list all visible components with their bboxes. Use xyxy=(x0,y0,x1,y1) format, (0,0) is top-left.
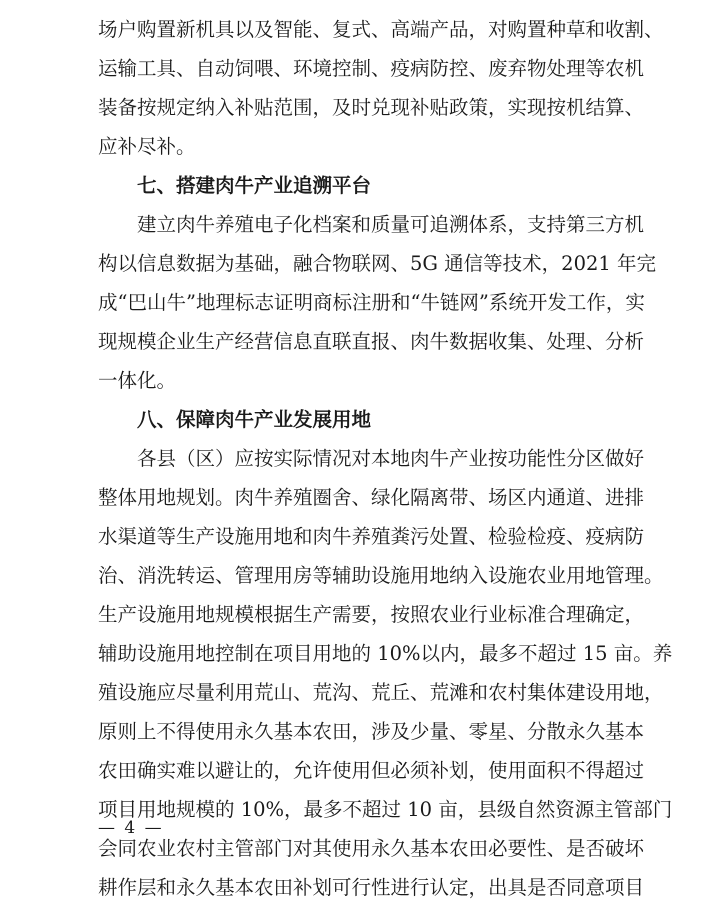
paragraph-line: 辅助设施用地控制在项目用地的 10%以内，最多不超过 15 亩。养 xyxy=(98,642,673,665)
paragraph-line: 建立肉牛养殖电子化档案和质量可追溯体系，支持第三方机 xyxy=(137,213,645,236)
paragraph-line: 应补尽补。 xyxy=(98,135,196,158)
paragraph-line: 水渠道等生产设施用地和肉牛养殖粪污处置、检验检疫、疫病防 xyxy=(98,525,645,548)
paragraph-line: 现规模企业生产经营信息直联直报、肉牛数据收集、处理、分析 xyxy=(98,330,645,353)
paragraph-line: 耕作层和永久基本农田补划可行性进行认定，出具是否同意项目 xyxy=(98,876,645,899)
paragraph-line: 运输工具、自动饲喂、环境控制、疫病防控、废弃物处理等农机 xyxy=(98,57,645,80)
paragraph-line: 治、消洗转运、管理用房等辅助设施用地纳入设施农业用地管理。 xyxy=(98,564,664,587)
paragraph-line: 会同农业农村主管部门对其使用永久基本农田必要性、是否破坏 xyxy=(98,837,645,860)
paragraph-line: 整体用地规划。肉牛养殖圈舍、绿化隔离带、场区内通道、进排 xyxy=(98,486,645,509)
paragraph-line: 成“巴山牛”地理标志证明商标注册和“牛链网”系统开发工作，实 xyxy=(98,291,645,314)
paragraph-line: 原则上不得使用永久基本农田，涉及少量、零星、分散永久基本 xyxy=(98,720,645,743)
document-body xyxy=(98,10,673,907)
paragraph-line: 一体化。 xyxy=(98,369,177,392)
section-heading-8: 八、保障肉牛产业发展用地 xyxy=(137,408,372,431)
paragraph-line: 装备按规定纳入补贴范围，及时兑现补贴政策，实现按机结算、 xyxy=(98,96,645,119)
paragraph-line: 生产设施用地规模根据生产需要，按照农业行业标准合理确定， xyxy=(98,603,645,626)
paragraph-line: 项目用地规模的 10%，最多不超过 10 亩，县级自然资源主管部门 xyxy=(98,798,673,821)
section-heading-7: 七、搭建肉牛产业追溯平台 xyxy=(137,174,372,197)
paragraph-line: 殖设施应尽量利用荒山、荒沟、荒丘、荒滩和农村集体建设用地， xyxy=(98,681,664,704)
page-number: — 4 — xyxy=(98,818,164,838)
paragraph-line: 构以信息数据为基础，融合物联网、5G 通信等技术，2021 年完 xyxy=(98,252,657,275)
paragraph-line: 各县（区）应按实际情况对本地肉牛产业按功能性分区做好 xyxy=(137,447,645,470)
paragraph-line: 场户购置新机具以及智能、复式、高端产品，对购置种草和收割、 xyxy=(98,18,664,41)
paragraph-line: 农田确实难以避让的，允许使用但必须补划，使用面积不得超过 xyxy=(98,759,645,782)
